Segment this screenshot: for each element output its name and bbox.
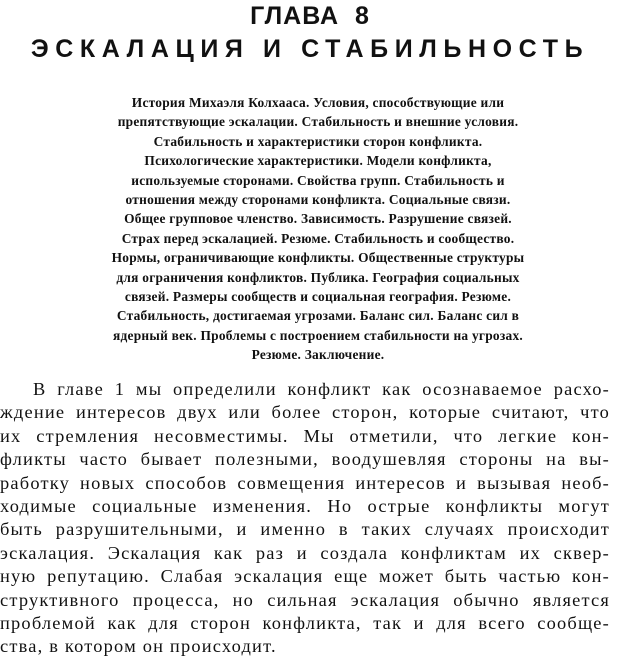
abstract-line: Психологические характеристики. Модели конфликта, <box>144 153 492 169</box>
body-line: быть разрушительными, и именно в таких случаях происходит <box>0 519 610 540</box>
body-line: ства, в котором он происходит. <box>0 636 277 657</box>
abstract-line: Резюме. Заключение. <box>251 347 385 363</box>
body-paragraph <box>0 378 610 659</box>
chapter-number: ГЛАВА 8 <box>250 2 370 30</box>
abstract-line: Страх перед эскалацией. Резюме. Стабильность и сообщество. <box>121 230 515 246</box>
body-line: ную репутацию. Слабая эскалация еще может быть частью кон- <box>0 566 610 587</box>
body-line: эскалация. Эскалация как раз и создала конфликтам их сквер- <box>0 542 610 563</box>
abstract-line: препятствующие эскалации. Стабильность и внешние условия. <box>117 114 519 130</box>
body-line: В главе 1 мы определили конфликт как осознаваемое расхо- <box>33 379 610 399</box>
abstract-line: Нормы, ограничивающие конфликты. Общественные структуры <box>111 250 525 266</box>
abstract-line: для ограничения конфликтов. Публика. География социальных <box>116 269 520 285</box>
abstract-line: История Михаэля Колхааса. Условия, способствующие или <box>131 95 505 110</box>
abstract-line: связей. Размеры сообществ и социальная география. Резюме. <box>124 288 512 304</box>
abstract-line: Стабильность и характеристики сторон конфликта. <box>153 133 483 149</box>
body-line: их стремления несовместимы. Мы отметили, что легкие кон- <box>0 425 610 446</box>
abstract-line: ядерный век. Проблемы с построением стабильности на угрозах. <box>112 327 524 343</box>
chapter-abstract <box>48 93 588 364</box>
body-line: ходимые социальные изменения. Но острые конфликты могут <box>0 495 610 516</box>
body-line: проблемой как для сторон конфликта, так и для всего сообще- <box>0 612 610 633</box>
body-line: фликты часто бывает полезными, воодушевляя стороны на вы- <box>0 449 610 470</box>
abstract-line: Общее групповое членство. Зависимость. Разрушение связей. <box>124 211 512 227</box>
body-line: работку новых способов совмещения интересов и вызывая необ- <box>0 472 610 493</box>
abstract-line: используемые сторонами. Свойства групп. Стабильность и <box>131 172 505 188</box>
abstract-line: отношения между сторонами конфликта. Социальные связи. <box>125 191 511 207</box>
body-line: ждение интересов двух или более сторон, которые считают, что <box>0 402 610 423</box>
chapter-title: ЭСКАЛАЦИЯ И СТАБИЛЬНОСТЬ <box>30 35 590 63</box>
abstract-line: Стабильность, достигаемая угрозами. Баланс сил. Баланс сил в <box>116 308 520 324</box>
body-line: структивного процесса, но сильная эскалация обычно является <box>0 589 610 610</box>
